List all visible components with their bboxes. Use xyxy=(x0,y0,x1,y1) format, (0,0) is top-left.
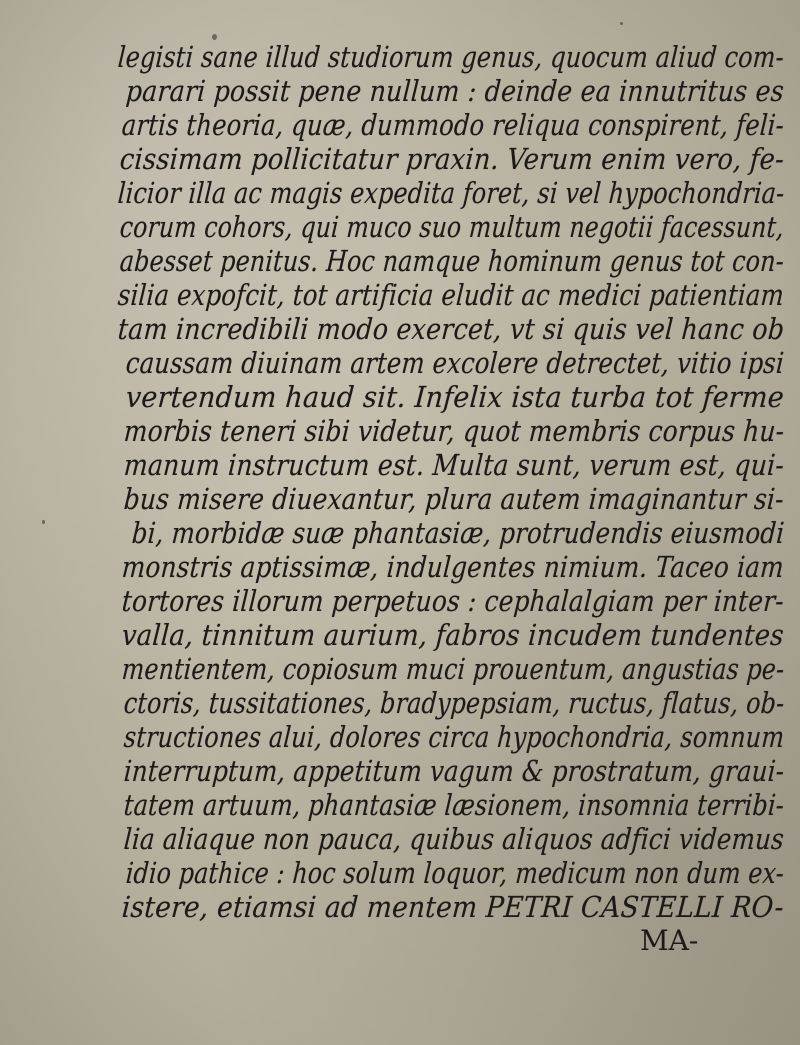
ink-speck xyxy=(42,520,45,524)
text-line: vertendum haud sit. Infelix ista turba tot ferme xyxy=(124,380,786,414)
text-line: interruptum, appetitum vagum & prostratum, graui- xyxy=(122,754,786,788)
text-line: legisti sane illud studiorum genus, quocum aliud com- xyxy=(116,40,786,74)
text-line: valla, tinnitum aurium, fabros incudem tundentes xyxy=(120,618,786,652)
text-line: tortores illorum perpetuos : cephalalgiam per inter- xyxy=(120,584,786,618)
text-line: mentientem, copiosum muci prouentum, angustias pe- xyxy=(120,652,786,686)
text-line: tam incredibili modo exercet, vt si quis vel hanc ob xyxy=(116,312,786,346)
text-line: abesset penitus. Hoc namque hominum genus tot con- xyxy=(118,244,786,278)
catchword: MA- xyxy=(640,924,699,957)
text-line: caussam diuinam artem excolere detrectet, vitio ipsi xyxy=(124,346,786,380)
text-line: manum instructum est. Multa sunt, verum est, qui- xyxy=(122,448,786,482)
text-line: structiones alui, dolores circa hypochondria, somnum xyxy=(122,720,786,754)
text-line: bus misere diuexantur, plura autem imaginantur si- xyxy=(122,482,786,516)
text-line: monstris aptissimæ, indulgentes nimium. Taceo iam xyxy=(120,550,786,584)
text-line: ctoris, tussitationes, bradypepsiam, ructus, flatus, ob- xyxy=(122,686,786,720)
text-line: artis theoria, quæ, dummodo reliqua conspirent, feli- xyxy=(120,108,786,142)
text-line: corum cohors, qui muco suo multum negotii facessunt, xyxy=(118,210,786,244)
text-line: lia aliaque non pauca, quibus aliquos adfici videmus xyxy=(122,822,786,856)
text-line: bi, morbidæ suæ phantasiæ, protrudendis eiusmodi xyxy=(130,516,786,550)
text-line: parari possit pene nullum : deinde ea innutritus es xyxy=(124,74,786,108)
text-line: morbis teneri sibi videtur, quot membris corpus hu- xyxy=(122,414,786,448)
text-line: licior illa ac magis expedita foret, si vel hypochondria- xyxy=(116,176,786,210)
ink-speck xyxy=(620,22,623,25)
text-line: tatem artuum, phantasiæ læsionem, insomnia terribi- xyxy=(122,788,786,822)
text-line: istere, etiamsi ad mentem PETRI CASTELLI RO- xyxy=(120,890,785,924)
text-line: idio pathice : hoc solum loquor, medicum non dum ex- xyxy=(124,856,786,890)
text-line: silia expofcit, tot artificia eludit ac medici patientiam xyxy=(116,278,786,312)
text-line: cissimam pollicitatur praxin. Verum enim vero, fe- xyxy=(118,142,786,176)
